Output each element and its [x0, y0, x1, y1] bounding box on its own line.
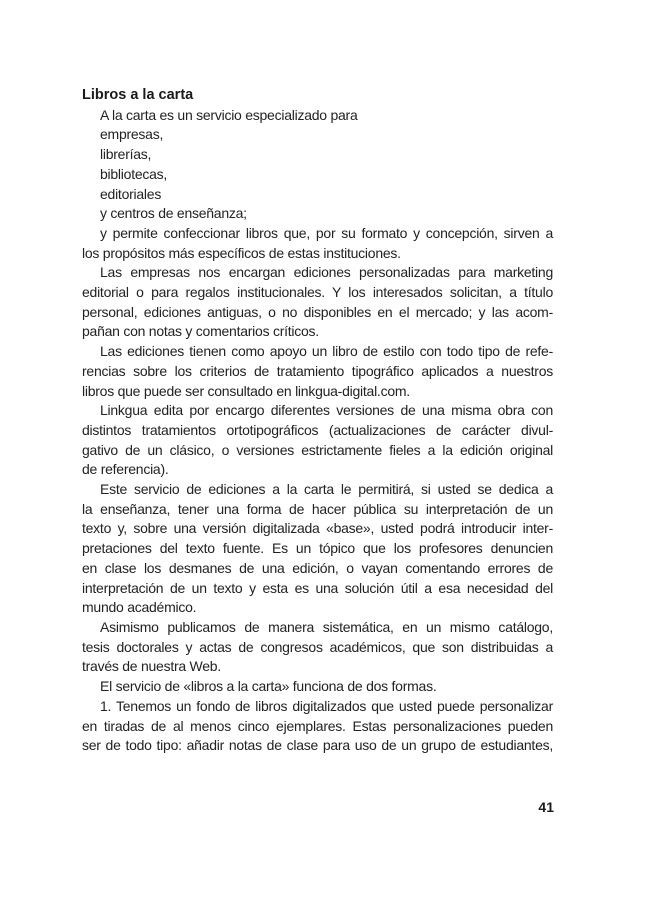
text-line: personal, ediciones antiguas, o no disponibles en el mercado; y las acom-: [82, 303, 553, 320]
text-line: en tiradas de al menos cinco ejemplares. Estas personalizaciones pueden: [82, 717, 553, 734]
page-body: [82, 86, 553, 756]
text-line: Linkgua edita por encargo diferentes versiones de una misma obra con: [100, 402, 553, 419]
text-line: y permite confeccionar libros que, por su formato y concepción, sirven a: [100, 224, 553, 241]
text-line: Las empresas nos encargan ediciones personalizadas para marketing: [100, 264, 553, 281]
text-line: bibliotecas,: [100, 165, 168, 182]
text-line: librerías,: [100, 146, 152, 163]
text-line: través de nuestra Web.: [82, 658, 221, 675]
section-heading: Libros a la carta: [82, 87, 194, 103]
text-line: en clase los desmanes de una edición, o vayan comentando errores de: [82, 559, 553, 576]
text-line: gativo de un clásico, o versiones estrictamente fieles a la edición original: [82, 441, 553, 458]
text-line: A la carta es un servicio especializado para: [100, 106, 358, 123]
text-line: de referencia).: [82, 461, 169, 478]
text-line: Este servicio de ediciones a la carta le permitirá, si usted se dedica a: [100, 481, 553, 498]
text-line: empresas,: [100, 126, 164, 143]
text-line: y centros de enseñanza;: [100, 205, 247, 222]
text-line: mundo académico.: [82, 599, 197, 616]
text-line: editoriales: [100, 185, 162, 202]
text-line: los propósitos más específicos de estas instituciones.: [82, 244, 401, 261]
text-line: Asimismo publicamos de manera sistemática, en un mismo catálogo,: [100, 618, 553, 635]
text-line: tesis doctorales y actas de congresos académicos, que son distribuidas a: [82, 638, 553, 655]
text-line: ser de todo tipo: añadir notas de clase para uso de un grupo de estudiantes,: [82, 737, 553, 754]
text-line: texto y, sobre una versión digitalizada «base», usted podrá introducir inter-: [82, 520, 553, 537]
text-line: pañan con notas y comentarios críticos.: [82, 323, 319, 340]
text-line: la enseñanza, tener una forma de hacer pública su interpretación de un: [82, 500, 553, 517]
text-line: distintos tratamientos ortotipográficos (actualizaciones de carácter divul-: [82, 421, 553, 438]
text-line: interpretación de un texto y esta es una solución útil a esa necesidad del: [82, 579, 553, 596]
text-line: editorial o para regalos institucionales. Y los interesados solicitan, a título: [82, 284, 553, 301]
text-line: libros que puede ser consultado en linkgua-digital.com.: [82, 382, 410, 399]
text-line: Las ediciones tienen como apoyo un libro de estilo con todo tipo de refe-: [100, 343, 553, 360]
body-text: [82, 106, 553, 756]
page-number: 41: [538, 799, 554, 815]
text-line: rencias sobre los criterios de tratamiento tipográfico aplicados a nuestros: [82, 362, 553, 379]
text-line: El servicio de «libros a la carta» funciona de dos formas.: [100, 678, 437, 695]
text-line: pretaciones del texto fuente. Es un tópico que los profesores denuncien: [82, 540, 553, 557]
text-line: 1. Tenemos un fondo de libros digitalizados que usted puede personalizar: [100, 697, 553, 714]
